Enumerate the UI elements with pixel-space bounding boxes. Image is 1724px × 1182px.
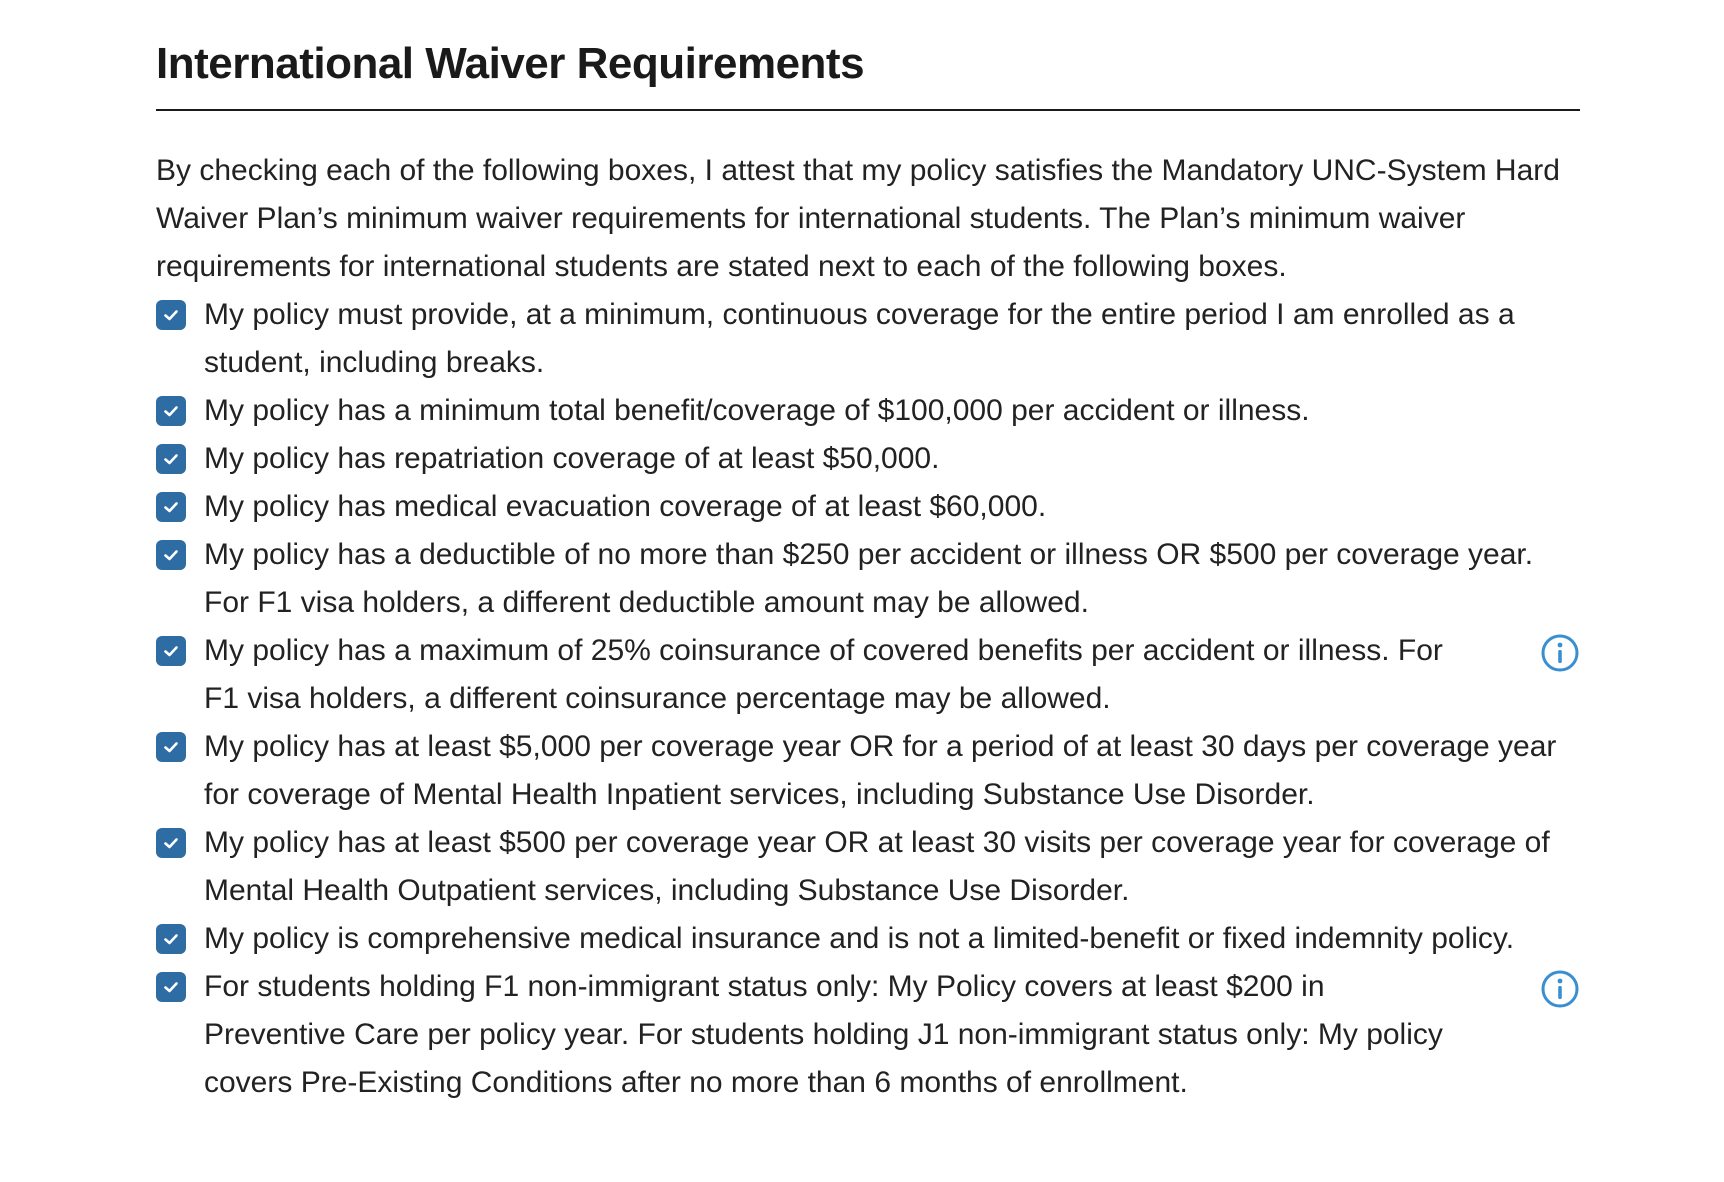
requirement-checkbox[interactable] bbox=[156, 540, 186, 570]
requirement-text: My policy has at least $500 per coverage year OR at least 30 visits per coverage year for coverage of Mental Health Outpatient services, including Substance Use Disorder. bbox=[204, 825, 1550, 907]
requirement-item bbox=[156, 915, 1580, 963]
requirement-text: For students holding F1 non-immigrant status only: My Policy covers at least $200 in Preventive Care per policy year. For students holding J1 non-immigrant status only: My policy covers Pre-Existing Conditions after no more than 6 months of enrollment. bbox=[204, 969, 1443, 1099]
requirement-checkbox[interactable] bbox=[156, 732, 186, 762]
requirement-checkbox[interactable] bbox=[156, 492, 186, 522]
requirement-item bbox=[156, 483, 1580, 531]
requirement-item bbox=[156, 819, 1580, 915]
checkmark-icon bbox=[161, 641, 181, 661]
requirement-item bbox=[156, 627, 1580, 723]
requirements-list bbox=[156, 291, 1580, 1107]
requirement-text: My policy has at least $5,000 per coverage year OR for a period of at least 30 days per coverage year for coverage of Mental Health Inpatient services, including Substance Use Disorder. bbox=[204, 729, 1557, 811]
checkmark-icon bbox=[161, 737, 181, 757]
checkmark-icon bbox=[161, 305, 181, 325]
requirement-item bbox=[156, 435, 1580, 483]
requirement-text: My policy has a deductible of no more than $250 per accident or illness OR $500 per coverage year. For F1 visa holders, a different deductible amount may be allowed. bbox=[204, 537, 1534, 619]
requirement-checkbox[interactable] bbox=[156, 300, 186, 330]
checkmark-icon bbox=[161, 929, 181, 949]
info-icon[interactable] bbox=[1540, 969, 1580, 1009]
checkmark-icon bbox=[161, 497, 181, 517]
checkmark-icon bbox=[161, 833, 181, 853]
requirement-checkbox[interactable] bbox=[156, 444, 186, 474]
checkmark-icon bbox=[161, 449, 181, 469]
requirement-text: My policy has medical evacuation coverage of at least $60,000. bbox=[204, 489, 1047, 523]
requirement-checkbox[interactable] bbox=[156, 828, 186, 858]
requirement-text: My policy has a minimum total benefit/coverage of $100,000 per accident or illness. bbox=[204, 393, 1310, 427]
info-icon[interactable] bbox=[1540, 633, 1580, 673]
requirement-text: My policy is comprehensive medical insurance and is not a limited-benefit or fixed indemnity policy. bbox=[204, 921, 1515, 955]
waiver-requirements-section bbox=[156, 38, 1580, 1107]
requirement-checkbox[interactable] bbox=[156, 924, 186, 954]
attestation-intro: By checking each of the following boxes, I attest that my policy satisfies the Mandatory UNC-System Hard Waiver Plan’s minimum waiver requirements for international students. The Plan’s minimum waiver requirements for international students are stated next to each of the following boxes. bbox=[156, 153, 1560, 283]
requirement-item bbox=[156, 963, 1580, 1107]
requirement-checkbox[interactable] bbox=[156, 636, 186, 666]
requirement-item bbox=[156, 387, 1580, 435]
requirement-text: My policy has repatriation coverage of at least $50,000. bbox=[204, 441, 940, 475]
requirement-item bbox=[156, 291, 1580, 387]
requirement-text: My policy has a maximum of 25% coinsurance of covered benefits per accident or illness. For F1 visa holders, a different coinsurance percentage may be allowed. bbox=[204, 633, 1443, 715]
requirement-item bbox=[156, 723, 1580, 819]
checkmark-icon bbox=[161, 401, 181, 421]
checkmark-icon bbox=[161, 977, 181, 997]
section-title: International Waiver Requirements bbox=[156, 38, 1580, 111]
requirement-text: My policy must provide, at a minimum, continuous coverage for the entire period I am enrolled as a student, including breaks. bbox=[204, 297, 1515, 379]
requirement-checkbox[interactable] bbox=[156, 972, 186, 1002]
checkmark-icon bbox=[161, 545, 181, 565]
requirement-item bbox=[156, 531, 1580, 627]
requirement-checkbox[interactable] bbox=[156, 396, 186, 426]
